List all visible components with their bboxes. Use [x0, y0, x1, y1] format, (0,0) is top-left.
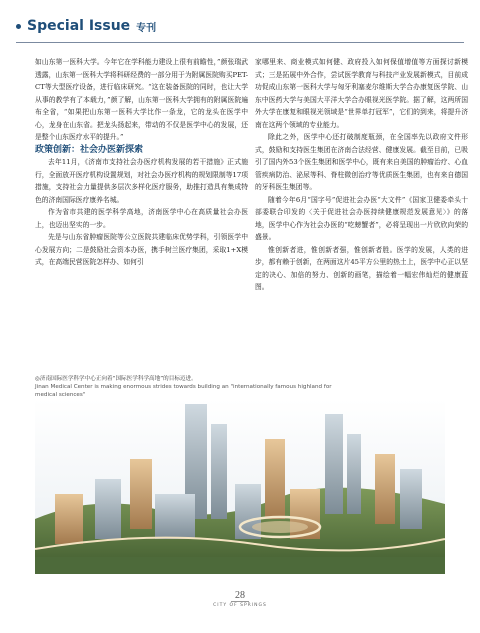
body-paragraph: 作为省市共建的医学科学高地，济南医学中心在高质量社会办医上，也迈出坚实的一步。 — [35, 208, 248, 229]
page-number: 28 — [231, 590, 249, 602]
page-footer — [0, 583, 480, 608]
body-paragraph: 惟创新者进，惟创新者强，惟创新者胜。医学的发展，人类的进步，都有赖于创新，在两面这片45平方公里的热土上，医学中心正以坚定的决心、加倍的努力、创新的画笔，描绘着一幅宏伟灿烂的健康蓝图。 — [255, 245, 468, 291]
body-paragraph: 除此之外，医学中心还打破制度瓶颈，在全国率先以政府文件形式，鼓励和支持医生集团在济南合法经营、健康发展。截至目前，已吸引了国内外53个医生集团和医学中心，既有来自美国的肿瘤治疗、心血管疾病防治、泌尿等科、脊柱微创治疗等优质医生集团，也有来自德国的牙科医生集团等。 — [255, 133, 468, 191]
header-divider — [16, 42, 464, 43]
body-paragraph: 去年11月，《济南市支持社会办医疗机构发展的若干措施》正式施行，全面放开医疗机构设置规划，对社会办医疗机构的规划限制等17项措施，支持社会力量提供多层次多样化医疗服务，助推打造具有集成特色的济南国际医疗康养名城。 — [35, 158, 248, 204]
magazine-name: CITY OF SPRINGS — [213, 603, 267, 608]
left-column — [35, 56, 248, 269]
intro-paragraph: 如山东第一医科大学。今年它在学科能力建设上很有前瞻性，”颜张瑞武透露，山东第一医科大学将科研经费的一部分用于为附属医院购买PET-CT等大型医疗设备，进行临床研究。“这在装备医院的同时，也让大学从事的教学有了本载力，”颜了解，山东第一医科大学拥有的附属医院遍布全省，“如果把山东第一医科大学比作一条龙，它的龙头在医学中心，龙身在山东省。把龙头扬起来，带动的不仅是医学中心的发展，还是整个山东医疗水平的提升。” — [35, 58, 248, 141]
caption-english: Jinan Medical Center is making enormous strides towards building an "internationally famous highland for medical sciences" — [35, 384, 332, 398]
city-rendering-image — [35, 399, 445, 574]
bullet-dot-icon — [16, 24, 21, 29]
body-paragraph: 先是与山东省肿瘤医院等公立医院共建临床优势学科，引领医学中心发展方向；二是鼓励社会资本办医，携手树兰医疗集团，采取1+X模式，在高端民营医院怎样办、如何引 — [35, 233, 248, 266]
body-paragraph: 随着今年6月“国字号”促进社会办医“大文件”《国家卫健委牵头十部委联合印发的〈关于促进社会办医持续健康规范发展意见〉》的落地，医学中心作为社会办医的“吃螃蟹者”，必将呈现出一片欣欣向荣的盛景。 — [255, 195, 468, 241]
page-header — [16, 16, 156, 36]
caption-chinese: ◎济南国际医学科学中心正向着“国际医学科学高地”的目标迈进。 — [35, 376, 197, 382]
special-issue-subtitle: 专刊 — [136, 22, 157, 34]
section-heading: 政策创新：社会办医新探索 — [35, 144, 144, 155]
right-column — [255, 56, 468, 294]
body-paragraph: 家哪里来、商业模式如何健、政府投入如何保值增值等方面探讨新模式；三是拓展中外合作，尝试医学教育与科技产业发展新模式，目前成功促成山东第一医科大学与匈牙利塞麦尔维斯大学合办康复医学院、山东中医药大学与美国大平洋大学合办眼视光医学院。据了解，这两所国外大学在康复和眼视光领域是“世界单打冠军”，它们的到来，将提升济南在这两个领域的专业能力。 — [255, 58, 468, 129]
special-issue-title: Special Issue — [27, 18, 131, 34]
photo-caption — [35, 375, 335, 399]
